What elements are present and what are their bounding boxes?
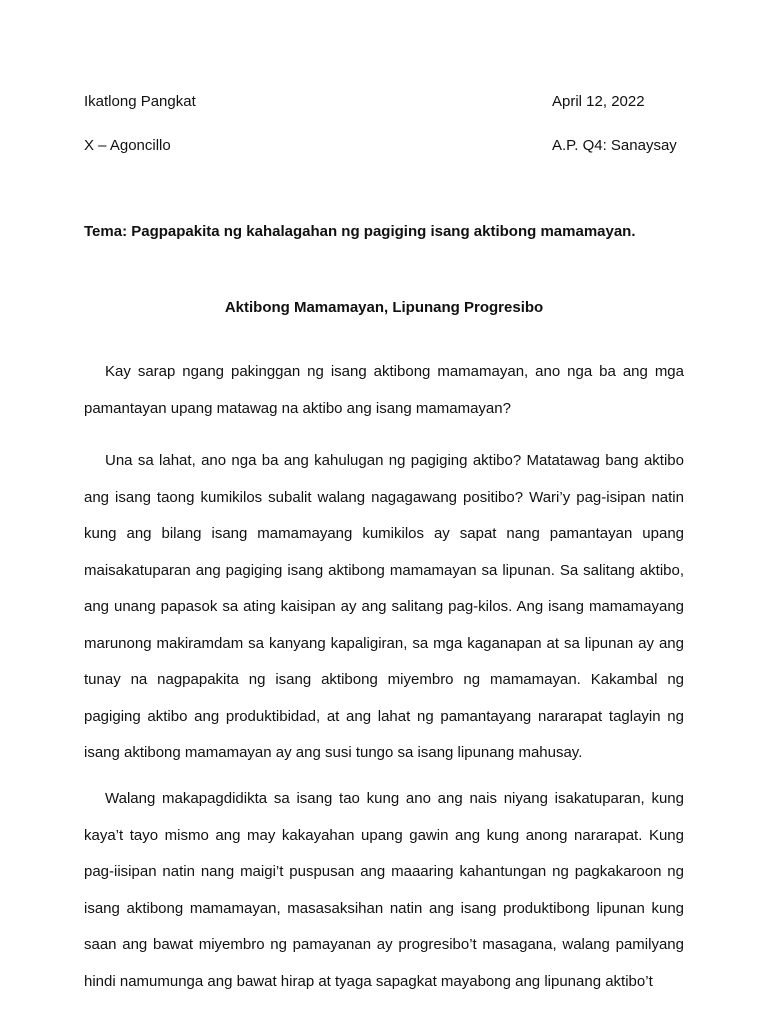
essay-title: Aktibong Mamamayan, Lipunang Progresibo xyxy=(224,299,544,316)
header-row-1 xyxy=(84,93,680,110)
theme-statement: Tema: Pagpapakita ng kahalagahan ng pagiging isang aktibong mamamayan. xyxy=(84,223,636,240)
subject-label: A.P. Q4: Sanaysay xyxy=(552,137,677,154)
document-date: April 12, 2022 xyxy=(552,93,645,110)
paragraph-3: Walang makapagdidikta sa isang tao kung ano ang nais niyang isakatuparan, kung kaya’t tayo mismo ang may kakayahan upang gawin ang kung anong nararapat. Kung pag-iisipan natin nang maigi’t puspusan ang maaaring kahantungan ng pagkakaroon ng isang aktibong mamamayan, masasaksihan natin ang isang produktibong lipunan kung saan ang bawat miyembro ng pamayanan ay progresibo’t masagana, walang pamilyang hindi namumunga ang bawat hirap at tyaga sapagkat mayabong ang lipunang aktibo’t xyxy=(84,790,684,990)
paragraph-1: Kay sarap ngang pakinggan ng isang aktibong mamamayan, ano nga ba ang mga pamantayan upang matawag na aktibo ang isang mamamayan? xyxy=(84,363,684,417)
paragraph-2: Una sa lahat, ano nga ba ang kahulugan ng pagiging aktibo? Matatawag bang aktibo ang isang taong kumikilos subalit walang nagagawang positibo? Wari’y pag-isipan natin kung ang bilang isang mamamayang kumikilos ay sapat nang pamantayan upang maisakatuparan ang pagiging isang aktibong mamamayan sa lipunan. Sa salitang aktibo, ang unang papasok sa ating kaisipan ay ang salitang pag-kilos. Ang isang mamamayang marunong makiramdam sa kanyang kapaligiran, sa mga kaganapan at sa lipunan ay ang tunay na nagpapakita ng isang aktibong miyembro ng mamamayan. Kakambal ng pagiging aktibo ang produktibidad, at ang lahat ng pamantayang nararapat taglayin ng isang aktibong mamamayan ay ang susi tungo sa isang lipunang mahusay. xyxy=(84,452,684,761)
group-name: Ikatlong Pangkat xyxy=(84,93,196,110)
header-row-2 xyxy=(84,137,680,154)
section-name: X – Agoncillo xyxy=(84,137,171,154)
